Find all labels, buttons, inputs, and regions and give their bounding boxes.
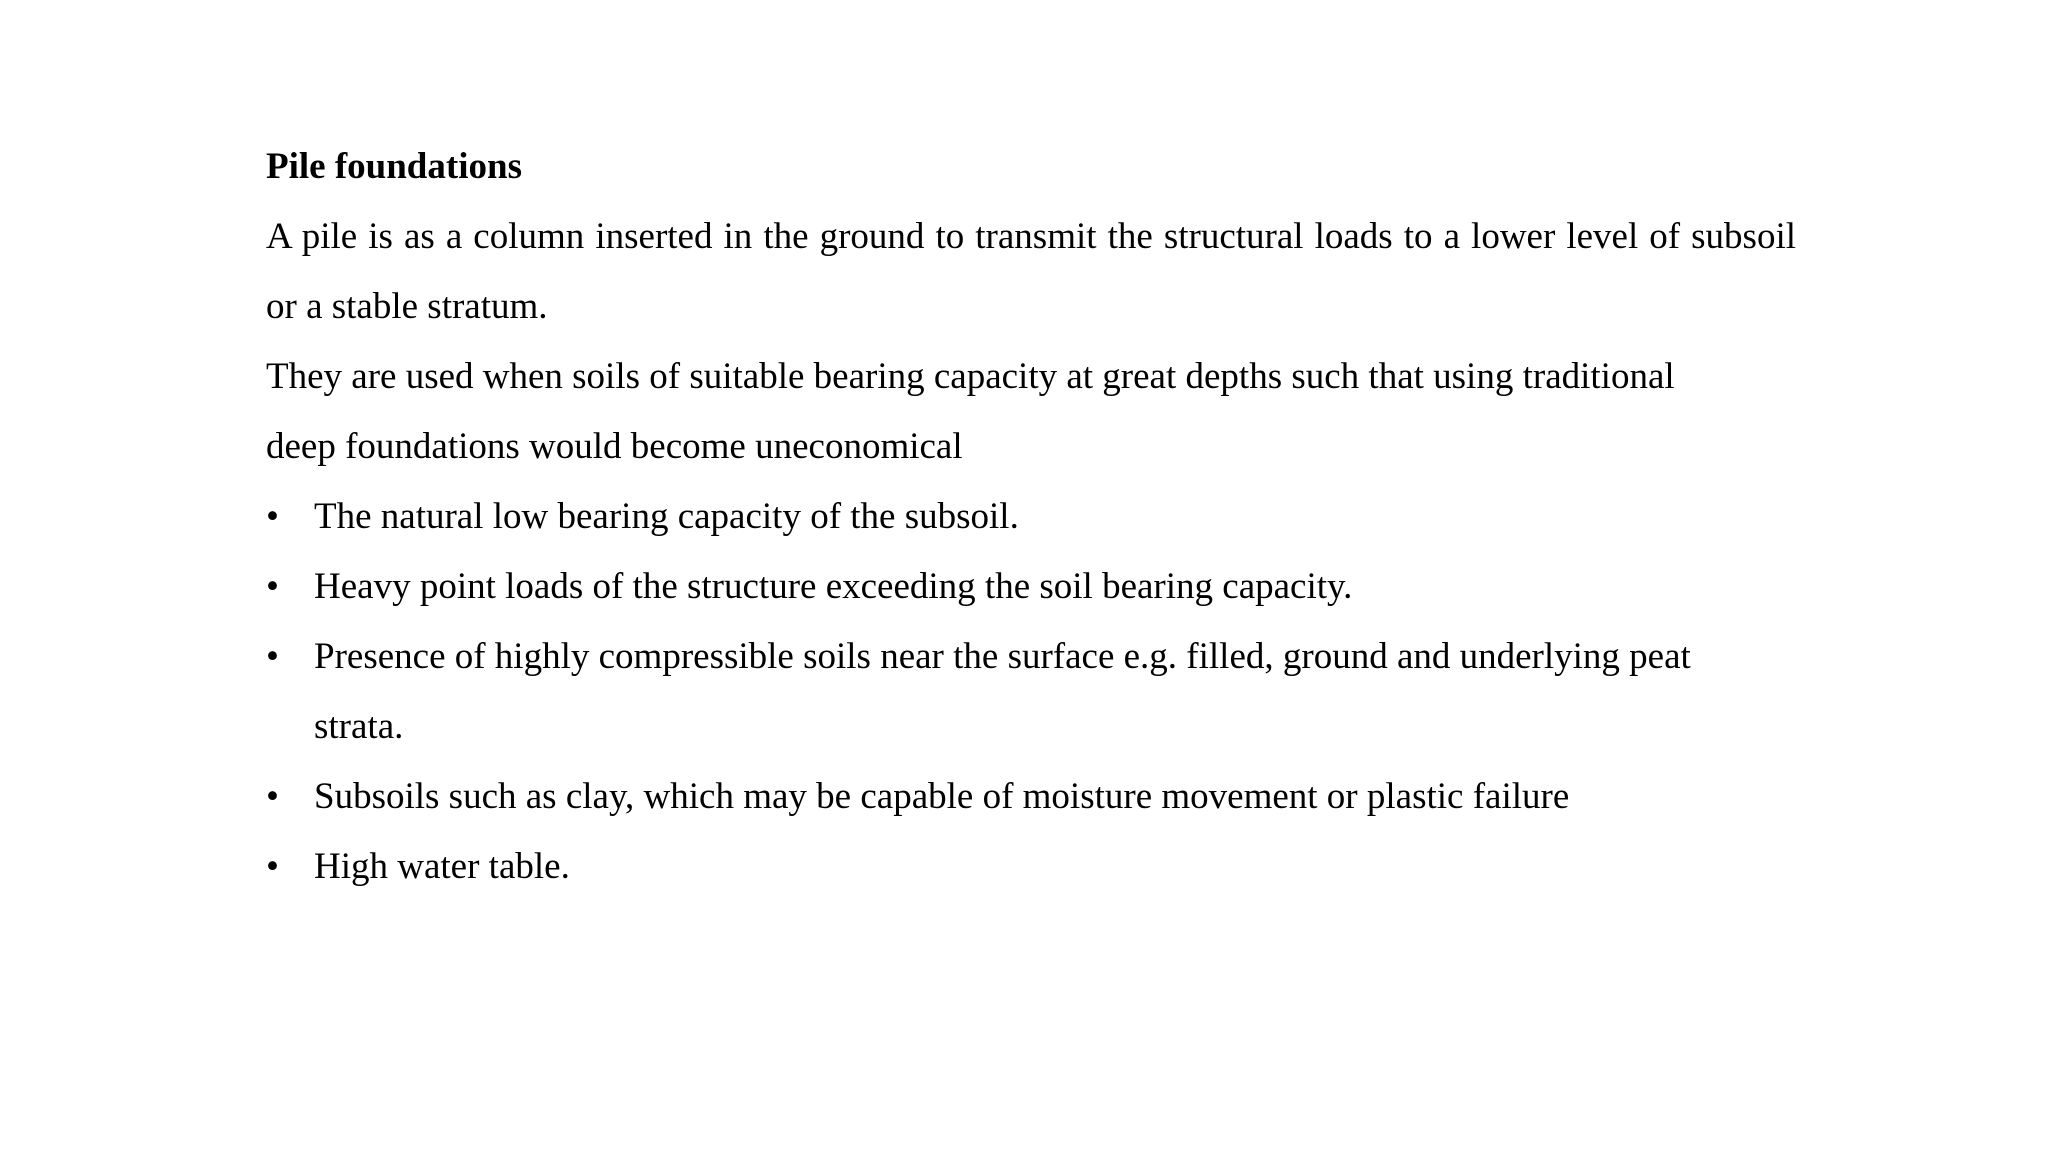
list-item-text: High water table. — [314, 846, 570, 887]
list-item — [266, 762, 1796, 832]
list-item-text: Heavy point loads of the structure exceeding the soil bearing capacity. — [314, 566, 1353, 607]
list-item — [266, 482, 1796, 552]
bullet-icon: • — [266, 846, 279, 887]
list-item-text: Subsoils such as clay, which may be capable of moisture movement or plastic failure — [314, 776, 1570, 817]
bullet-list — [266, 482, 1796, 902]
page-title: Pile foundations — [266, 146, 522, 187]
bullet-icon: • — [266, 776, 279, 817]
paragraph-definition: A pile is as a column inserted in the ground to transmit the structural loads to a lower level of subsoil or a stable stratum. — [266, 216, 1796, 327]
list-item-text: Presence of highly compressible soils near the surface e.g. filled, ground and underlying peat strata. — [314, 636, 1691, 747]
list-item-text: The natural low bearing capacity of the subsoil. — [314, 496, 1019, 537]
bullet-icon: • — [266, 566, 279, 607]
bullet-icon: • — [266, 496, 279, 537]
bullet-icon: • — [266, 636, 279, 677]
list-item — [266, 622, 1749, 762]
list-item — [266, 552, 1796, 622]
slide-content — [266, 132, 1796, 902]
paragraph-usage: They are used when soils of suitable bearing capacity at great depths such that using traditional deep foundations would become uneconomical — [266, 356, 1675, 467]
list-item — [266, 832, 1796, 902]
